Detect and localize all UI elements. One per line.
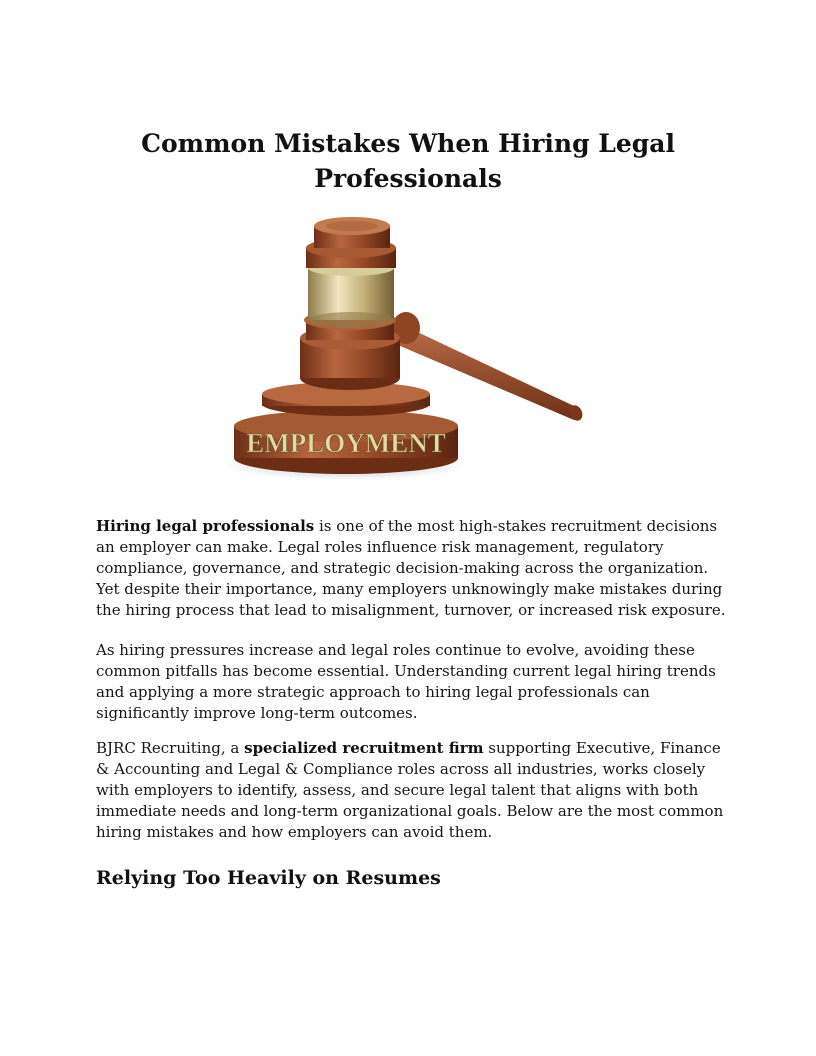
paragraph-text: is one of the most high-stakes recruitment decisions an employer can make. Legal roles influence risk management, regulatory compliance, governance, and strategic decision-making across the organization. Yet despite their importance, many employers unknowingly make mistakes during the hiring process that lead to misalignment, turnover, or increased risk exposure. [96, 517, 726, 619]
section-heading: Relying Too Heavily on Resumes [96, 867, 441, 889]
trends-paragraph: As hiring pressures increase and legal roles continue to evolve, avoiding these common pitfalls has become essential. Understanding current legal hiring trends and applying a more strategic approach to hiring legal professionals can significantly improve long-term outcomes. [96, 641, 716, 722]
gavel-icon [222, 208, 594, 480]
paragraph-text-before: BJRC Recruiting, a [96, 739, 245, 757]
firm-paragraph [96, 738, 726, 843]
gavel-image [222, 208, 594, 480]
bold-firm-phrase: specialized recruitment firm [244, 739, 484, 757]
page-title: Common Mistakes When Hiring Legal Professionals [141, 129, 675, 193]
block-label: EMPLOYMENT [246, 428, 446, 458]
intro-paragraph [96, 516, 726, 621]
paragraph-text-after: supporting Executive, Finance & Accounting and Legal & Compliance roles across all industries, works closely with employers to identify, assess, and secure legal talent that aligns with both immediate needs and long-term organizational goals. Below are the most common hiring mistakes and how employers can avoid them. [96, 739, 724, 841]
bold-lead: Hiring legal professionals [96, 517, 315, 535]
